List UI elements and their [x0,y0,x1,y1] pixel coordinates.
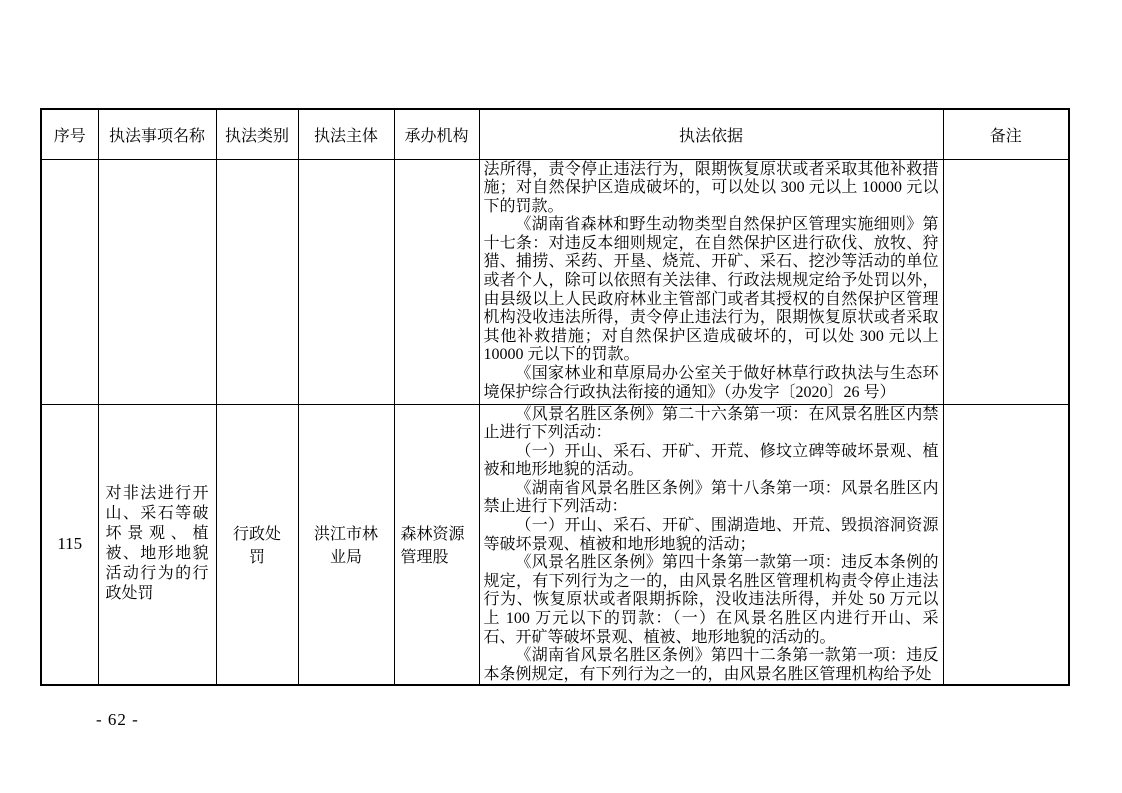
legal-basis-paragraph: 《湖南省风景名胜区条例》第四十二条第一款第一项：违反本条例规定，有下列行为之一的，由风景名胜区管理机构给予处 [483,647,939,683]
cell-category [216,159,298,404]
legal-basis-paragraph: 《风景名胜区条例》第二十六条第一项：在风景名胜区内禁止进行下列活动： [483,405,939,442]
cell-item-name [98,159,216,404]
page-number: - 62 - [96,710,139,729]
table-header-row [41,109,1069,159]
table-row-115 [41,404,1069,685]
cell-category: 行政处罚 [216,404,298,685]
legal-basis-paragraph: （一）开山、采石、开矿、围湖造地、开荒、毁损溶洞资源等破坏景观、植被和地形地貌的活动； [483,517,939,553]
cell-subject [298,159,394,404]
cell-seq [41,159,98,404]
cell-subject: 洪江市林业局 [298,404,394,685]
cell-seq: 115 [41,404,98,685]
legal-basis-paragraph: 《风景名胜区条例》第四十条第一款第一项：违反本条例的规定，有下列行为之一的，由风景名胜区管理机构责令停止违法行为、恢复原状或者限期拆除，没收违法所得，并处 50 万元以上 100 万元以下的罚款：（一）在风景名胜区内进行开山、采石、开矿等破坏景观、植被、地形地貌的活动的。 [483,554,939,646]
legal-basis-paragraph: 《湖南省森林和野生动物类型自然保护区管理实施细则》第十七条：对违反本细则规定，在自然保护区进行砍伐、放牧、狩猎、捕捞、采药、开垦、烧荒、开矿、采石、挖沙等活动的单位或者个人，除可以依照有关法律、行政法规规定给予处罚以外，由县级以上人民政府林业主管部门或者其授权的自然保护区管理机构没收违法所得，责令停止违法行为，限期恢复原状或者采取其他补救措施；对自然保护区造成破坏的，可以处 300 元以上 10000 元以下的罚款。 [483,216,939,364]
table-row-continuation [41,159,1069,404]
legal-basis-paragraph: （一）开山、采石、开矿、开荒、修坟立碑等破坏景观、植被和地形地貌的活动。 [483,442,939,479]
legal-basis-paragraph: 《湖南省风景名胜区条例》第十八条第一项：风景名胜区内禁止进行下列活动： [483,479,939,516]
cell-item-name: 对非法进行开山、采石等破坏景观、植被、地形地貌活动行为的行政处罚 [98,404,216,685]
cell-legal-basis [479,404,943,685]
header-category: 执法类别 [216,109,298,159]
header-remark: 备注 [943,109,1069,159]
header-subject: 执法主体 [298,109,394,159]
legal-basis-paragraph: 法所得，责令停止违法行为，限期恢复原状或者采取其他补救措施；对自然保护区造成破坏的，可以处以 300 元以上 10000 元以下的罚款。 [483,160,939,215]
header-item-name: 执法事项名称 [98,109,216,159]
cell-agency [394,159,479,404]
header-seq: 序号 [41,109,98,159]
header-legal-basis: 执法依据 [479,109,943,159]
cell-remark [943,404,1069,685]
legal-basis-paragraph: 《国家林业和草原局办公室关于做好林草行政执法与生态环境保护综合行政执法衔接的通知》（办发字〔2020〕26 号） [483,365,939,401]
header-agency: 承办机构 [394,109,479,159]
cell-agency: 森林资源管理股 [394,404,479,685]
enforcement-items-table [40,108,1070,686]
cell-legal-basis [479,159,943,404]
cell-remark [943,159,1069,404]
